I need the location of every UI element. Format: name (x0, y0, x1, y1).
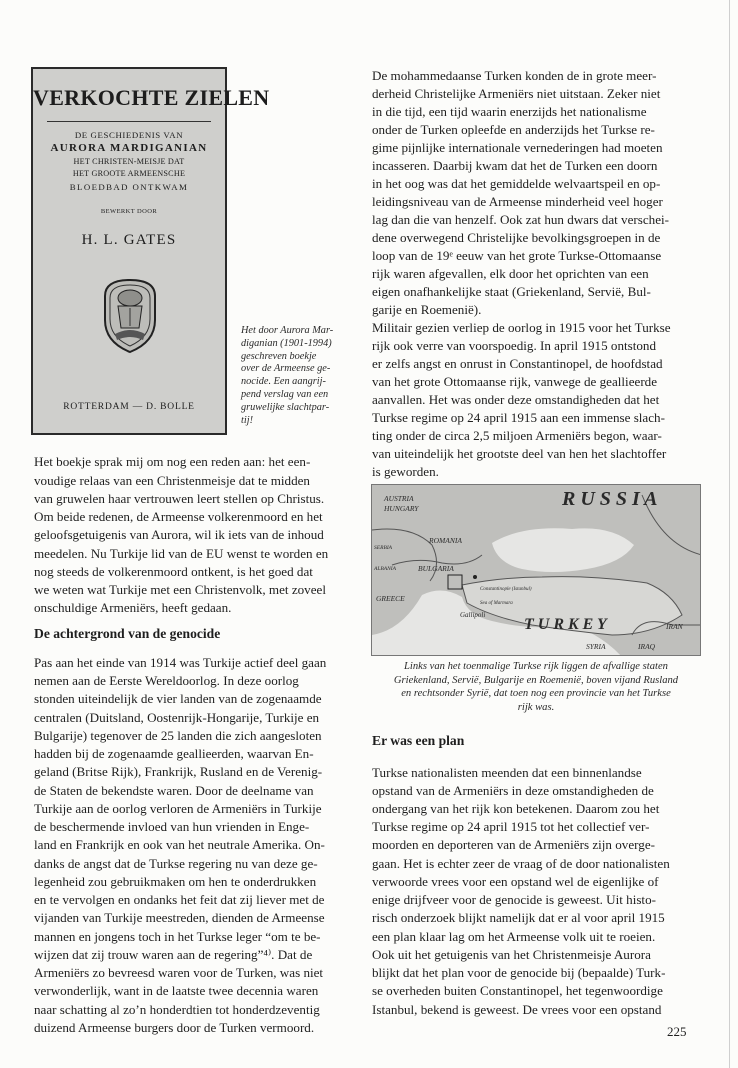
map-label-serbia: SERBIA (374, 545, 393, 551)
text-line: geland (Britse Rijk), Frankrijk, Rusland en de Verenig- (34, 764, 323, 779)
publisher-seal-icon (99, 276, 161, 354)
map-label-hungary: HUNGARY (384, 504, 419, 513)
text-line: Om beide redenen, de Armeense volkerenmoord en het (34, 509, 323, 524)
text-line: De mohammedaanse Turken konden de in grote meer- (372, 68, 657, 83)
text-line: de Staten de bekendste waren. Door de deelname van (34, 783, 314, 798)
text-line: incasseren. Daarbij kwam dat het de Turken een doorn (372, 158, 658, 173)
map-label-marmara: Sea of Marmara (480, 601, 513, 606)
text-line: nog steeds de volkerenmoord ontkent, is het goed dat (34, 564, 313, 579)
text-line: Turkije aan de oorlog verloren de Armeniërs in Turkije (34, 801, 322, 816)
text-line: Turkse regime op 24 april 1915 tot het collectief ver- (372, 819, 650, 834)
text-line: en te vervolgen en ondanks het feit dat zij liever met de (34, 892, 325, 907)
text-line: leidingsniveau van de Armeense minderheid veel hoger (372, 194, 663, 209)
map-label-bulgaria: BULGARIA (418, 564, 454, 573)
text-line: Istanbul, bekend is geweest. De vrees voor een opstand (372, 1002, 662, 1017)
cover-edited-by: BEWERKT DOOR (100, 208, 158, 215)
text-line: verwonderlijk, want in de laatste twee decennia waren (34, 983, 319, 998)
text-line: meedelen. Nu Turkije lid van de EU wenst te worden en (34, 546, 329, 561)
cover-publisher: ROTTERDAM — D. BOLLE (63, 402, 195, 412)
text-line: in het oog was dat het gemiddelde welvaartspeil en op- (372, 176, 661, 191)
cover-caption (241, 325, 339, 427)
text-line: geloofsgetuigenis van Aurora, wil ik iets van de inhoud (34, 527, 324, 542)
text-line: derheid Christelijke Armeniërs niet uitstaan. Zeker niet (372, 86, 661, 101)
text-line: aanvallen. Het was onder deze omstandigheden dat het (372, 392, 660, 407)
map-label-turkey: T U R K E Y (524, 616, 607, 633)
text-line: gaan. Het is echter zeer de vraag of de door nationalisten (372, 856, 670, 871)
cover-subtitle-line: BLOEDBAD ONTKWAM (69, 182, 189, 192)
text-line: garije en Roemenië). (372, 302, 482, 317)
text-line: gime pijnlijke internationale vernederingen had moeten (372, 140, 663, 155)
caption-line: Links van het toenmalige Turkse rijk liggen de afvallige staten (404, 661, 668, 672)
map-label-iran: IRAN (666, 622, 683, 631)
caption-line: pend verslag van een (241, 388, 329, 400)
text-line: van uiteindelijk het grootste deel van hen het slachtoffer (372, 446, 667, 461)
cover-title: VERKOCHTE ZIELEN (33, 85, 270, 110)
page-edge-rule (729, 0, 730, 1068)
text-line: lag dan die van henzelf. Ook zat hun dwars dat verschei- (372, 212, 670, 227)
text-line: er zelfs angst en onrust in Constantinopel, de hoofdstad (372, 356, 663, 371)
text-line: loop van de 19ᵉ eeuw van het grote Turkse-Ottomaanse (372, 248, 662, 263)
text-line: wijzen dat zij trouw waren aan de regering”⁴⁾. Dat de (34, 947, 313, 962)
section-heading: De achtergrond van de genocide (34, 626, 221, 641)
caption-line: tij! (241, 414, 254, 426)
page-number: 225 (667, 1024, 687, 1039)
caption-line: Het door Aurora Mar- (241, 325, 334, 336)
text-line: van het grote Ottomaanse rijk, vanwege de geallieerde (372, 374, 658, 389)
section-heading: Er was een plan (372, 733, 465, 748)
map-label-constantinople: Constantinople (Istanbul) (480, 587, 532, 592)
text-line: Ook uit het getuigenis van het Christenmeisje Aurora (372, 947, 651, 962)
text-line: onschuldige Armeniërs, heeft gedaan. (34, 600, 232, 615)
map-label-austria: AUSTRIA (384, 494, 414, 503)
text-line: opstand van de Armeniërs in deze omstandigheden de (372, 783, 654, 798)
map-label-romania: ROMANIA (429, 536, 462, 545)
caption-line: nocide. Een aangrij- (241, 376, 326, 388)
text-line: hadden bij de zogenaamde geallieerden, waarvan En- (34, 746, 314, 761)
text-line: Turkse nationalisten meenden dat een binnenlandse (372, 765, 642, 780)
text-line: centralen (Duitsland, Oostenrijk-Hongarije, Turkije en (34, 710, 320, 725)
text-line: vijanden van Turkije meestreden, dienden de Armeense (34, 910, 325, 925)
caption-line: geschreven boekje (241, 350, 317, 362)
map-label-gallipoli: Gallipoli (460, 611, 486, 619)
text-line: van gruwelen haar vertrouwen leert stellen op Christus. (34, 491, 325, 506)
cover-divider (47, 121, 211, 122)
caption-line: over de Armeense ge- (241, 363, 331, 375)
text-line: Het boekje sprak mij om nog een reden aan: het een- (34, 454, 311, 469)
text-line: blijkt dat het plan voor de genocide bij (bepaalde) Turk- (372, 965, 666, 980)
caption-line: diganian (1901-1994) (241, 337, 332, 349)
text-line: voudige relaas van een Christenmeisje dat te midden (34, 473, 310, 488)
text-line: is geworden. (372, 464, 439, 479)
caption-line: gruwelijke slachtpar- (241, 401, 330, 413)
text-line: eigen onafhankelijke staat (Griekenland, Servië, Bul- (372, 284, 651, 299)
text-line: Bulgarije) tegenover de 25 landen die zich aangesloten (34, 728, 322, 743)
map-label-albania: ALBANIA (374, 566, 396, 572)
text-line: moorden en deporteren van de Armeniërs zijn overge- (372, 837, 655, 852)
map-image (371, 484, 701, 656)
cover-subtitle-line: HET GROOTE ARMEENSCHE (72, 169, 186, 178)
text-line: land en Frankrijk en ook van het neutrale Amerika. On- (34, 837, 325, 852)
text-line: duizend Armeense burgers door de Turken vermoord. (34, 1020, 315, 1035)
caption-line: Griekenland, Servië, Bulgarije en Roemenië, boven vijand Rusland (393, 674, 679, 686)
text-line: stonden uiteindelijk de vier landen van de zogenaamde (34, 691, 322, 706)
text-line: in die tijd, een tijd waarin enerzijds het nationalisme (372, 104, 647, 119)
text-line: ondergang van het rijk kon betekenen. Daarom zou het (372, 801, 660, 816)
map-label-russia: R U S S I A (562, 488, 658, 510)
text-line: mannen en jongens toch in het Turkse leger “om te be- (34, 929, 321, 944)
text-line: we weten wat Turkije met een Christenvolk, met zoveel (34, 582, 326, 597)
map-caption (371, 660, 701, 714)
text-line: risch onderzoek blijkt namelijk dat er al voor april 1915 (372, 910, 665, 925)
text-line: Militair gezien verliep de oorlog in 1915 voor het Turkse (372, 320, 671, 335)
text-line: rijk ook verre van voorspoedig. In april 1915 ontstond (372, 338, 657, 353)
text-line: ting onder de circa 2,5 miljoen Armeniërs begon, waar- (372, 428, 662, 443)
text-line: een plan klaar lag om het Armeense volk uit te roeien. (372, 929, 656, 944)
text-line: se overheden buiten Constantinopel, het tegenwoordige (372, 983, 663, 998)
caption-line: rijk was. (517, 701, 555, 713)
text-line: nemen aan de Eerste Wereldoorlog. In deze oorlog (34, 673, 299, 688)
cover-subtitle-line: AURORA MARDIGANIAN (50, 142, 208, 154)
map-label-greece: GREECE (376, 594, 405, 603)
text-line: danks de angst dat de Turkse regering nu van deze ge- (34, 856, 318, 871)
text-line: de beschermende invloed van hun vrienden in Enge- (34, 819, 310, 834)
text-line: rijk waren afgevallen, elk door het oprichten van een (372, 266, 649, 281)
map-label-iraq: IRAQ (638, 642, 656, 651)
cover-subtitle-line: HET CHRISTEN-MEISJE DAT (73, 157, 185, 166)
text-line: onder de Turken opleefde en anderzijds het Turkse re- (372, 122, 655, 137)
text-line: verwoorde vrees voor een opstand wel de eigenlijke of (372, 874, 659, 889)
text-line: naar schatting al zo’n honderdtien tot honderdzeventig (34, 1002, 320, 1017)
text-line: legenheid zou gebruikmaken om hen te onderdrukken (34, 874, 317, 889)
text-line: Armeniërs zo bevreesd waren voor de Turken, was niet (34, 965, 324, 980)
text-line: Turkse regime op 24 april 1915 aan een immense slach- (372, 410, 665, 425)
map-label-syria: SYRIA (586, 642, 606, 651)
text-line: Pas aan het einde van 1914 was Turkije actief deel gaan (34, 655, 327, 670)
cover-author: H. L. GATES (81, 232, 177, 248)
cover-subtitle-line: DE GESCHIEDENIS VAN (74, 130, 184, 140)
caption-line: en rechtsonder Syrië, dat toen nog een provincie van het Turkse (401, 688, 671, 699)
text-line: dene overwegend Christelijke bevolkingsgroepen in de (372, 230, 661, 245)
text-line: enige drijfveer voor de genocide is geweest. Uit histo- (372, 892, 656, 907)
